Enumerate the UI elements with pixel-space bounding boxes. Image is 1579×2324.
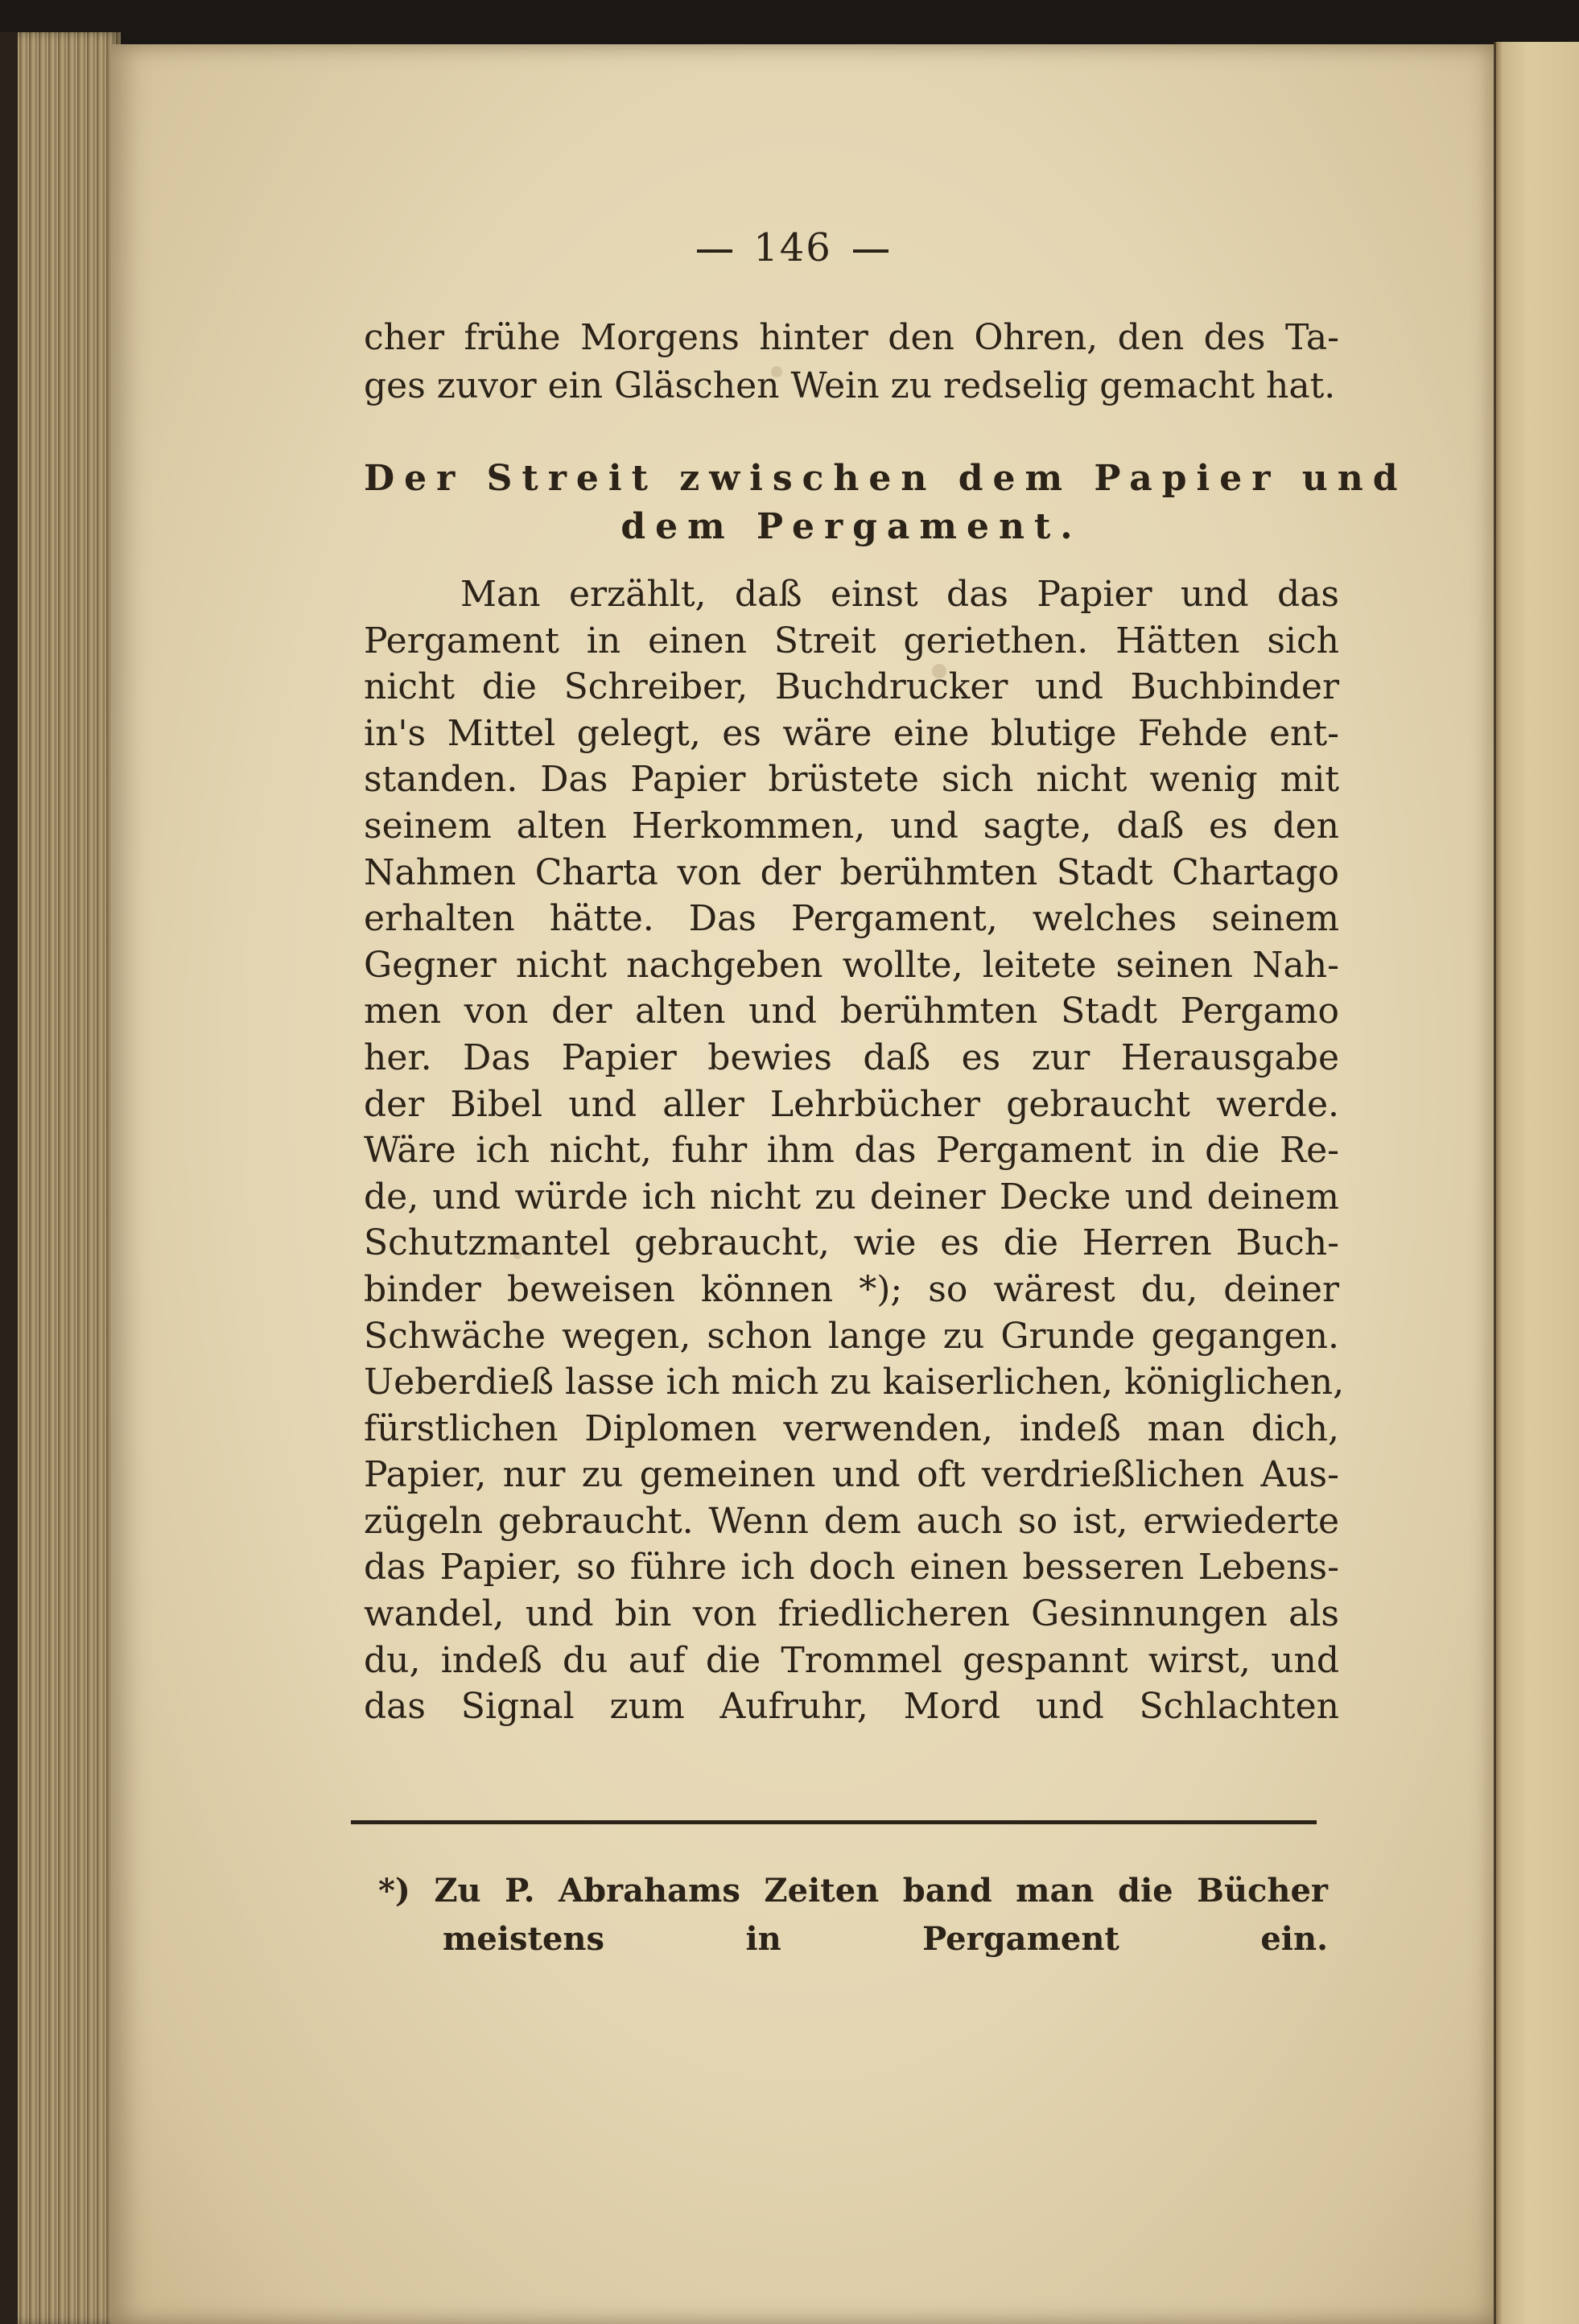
text-line: in's Mittel gelegt, es wäre eine blutige Fehde ent- [364, 712, 1339, 754]
text-line: Schutzmantel gebraucht, wie es die Herren Buch- [364, 1222, 1339, 1264]
text-line: Papier, nur zu gemeinen und oft verdrießlichen Aus- [364, 1454, 1339, 1496]
header-dash-right [853, 249, 888, 253]
book-cover-edge [0, 32, 18, 2324]
text-line: erhalten hätte. Das Pergament, welches seinem [364, 898, 1339, 940]
text-line: Ueberdieß lasse ich mich zu kaiserlichen, königlichen, [364, 1362, 1345, 1403]
text-line: Gegner nicht nachgeben wollte, leitete seinen Nah- [364, 944, 1339, 986]
text-line: seinem alten Herkommen, und sagte, daß es den [364, 805, 1339, 847]
header-dash-left [697, 249, 732, 253]
main-paragraph [364, 571, 1345, 1730]
text-line: der Bibel und aller Lehrbücher gebraucht werde. [364, 1083, 1339, 1125]
text-line: Man erzählt, daß einst das Papier und das [460, 574, 1339, 615]
text-line: Schwäche wegen, schon lange zu Grunde gegangen. [364, 1315, 1339, 1357]
heading-line: Der Streit zwischen dem Papier und [364, 458, 1408, 499]
text-line: cher frühe Morgens hinter den Ohren, den des Ta- [364, 317, 1339, 358]
section-heading [364, 455, 1408, 551]
footnote [378, 1867, 1328, 1963]
text-line: binder beweisen können *); so wärest du, deiner [364, 1268, 1339, 1310]
facing-page-edge [1494, 42, 1579, 2324]
text-line: das Papier, so führe ich doch einen besseren Lebens- [364, 1547, 1339, 1588]
text-line: fürstlichen Diplomen verwenden, indeß man dich, [364, 1407, 1339, 1449]
page-stack-edges [0, 32, 121, 2324]
heading-line: dem Pergament. [620, 506, 1082, 547]
text-line: Nahmen Charta von der berühmten Stadt Chartago [364, 851, 1339, 893]
text-line: nicht die Schreiber, Buchdrucker und Buchbinder [364, 666, 1339, 708]
text-line: standen. Das Papier brüstete sich nicht wenig mit [364, 759, 1339, 801]
footnote-line: meistens in Pergament ein. [443, 1920, 1328, 1958]
text-line: Wäre ich nicht, fuhr ihm das Pergament in die Re- [364, 1130, 1339, 1172]
text-line: de, und würde ich nicht zu deiner Decke und deinem [364, 1176, 1339, 1218]
text-line: her. Das Papier bewies daß es zur Herausgabe [364, 1036, 1339, 1078]
scan-background [0, 0, 1579, 47]
text-line: wandel, und bin von friedlicheren Gesinnungen als [364, 1593, 1339, 1635]
text-line: du, indeß du auf die Trommel gespannt wirst, und [364, 1639, 1339, 1681]
footnote-rule [351, 1820, 1317, 1824]
page-header [249, 225, 1336, 270]
page-number: 146 [753, 225, 832, 270]
text-line: ges zuvor ein Gläschen Wein zu redselig gemacht hat. [364, 365, 1336, 406]
text-line: zügeln gebraucht. Wenn dem auch so ist, erwiederte [364, 1500, 1339, 1542]
text-line: Pergament in einen Streit geriethen. Hätten sich [364, 620, 1339, 661]
carryover-text [364, 314, 1339, 410]
text-line: das Signal zum Aufruhr, Mord und Schlachten [364, 1686, 1339, 1728]
footnote-line: *) Zu P. Abrahams Zeiten band man die Bücher [378, 1872, 1328, 1910]
text-line: men von der alten und berühmten Stadt Pergamo [364, 991, 1339, 1032]
